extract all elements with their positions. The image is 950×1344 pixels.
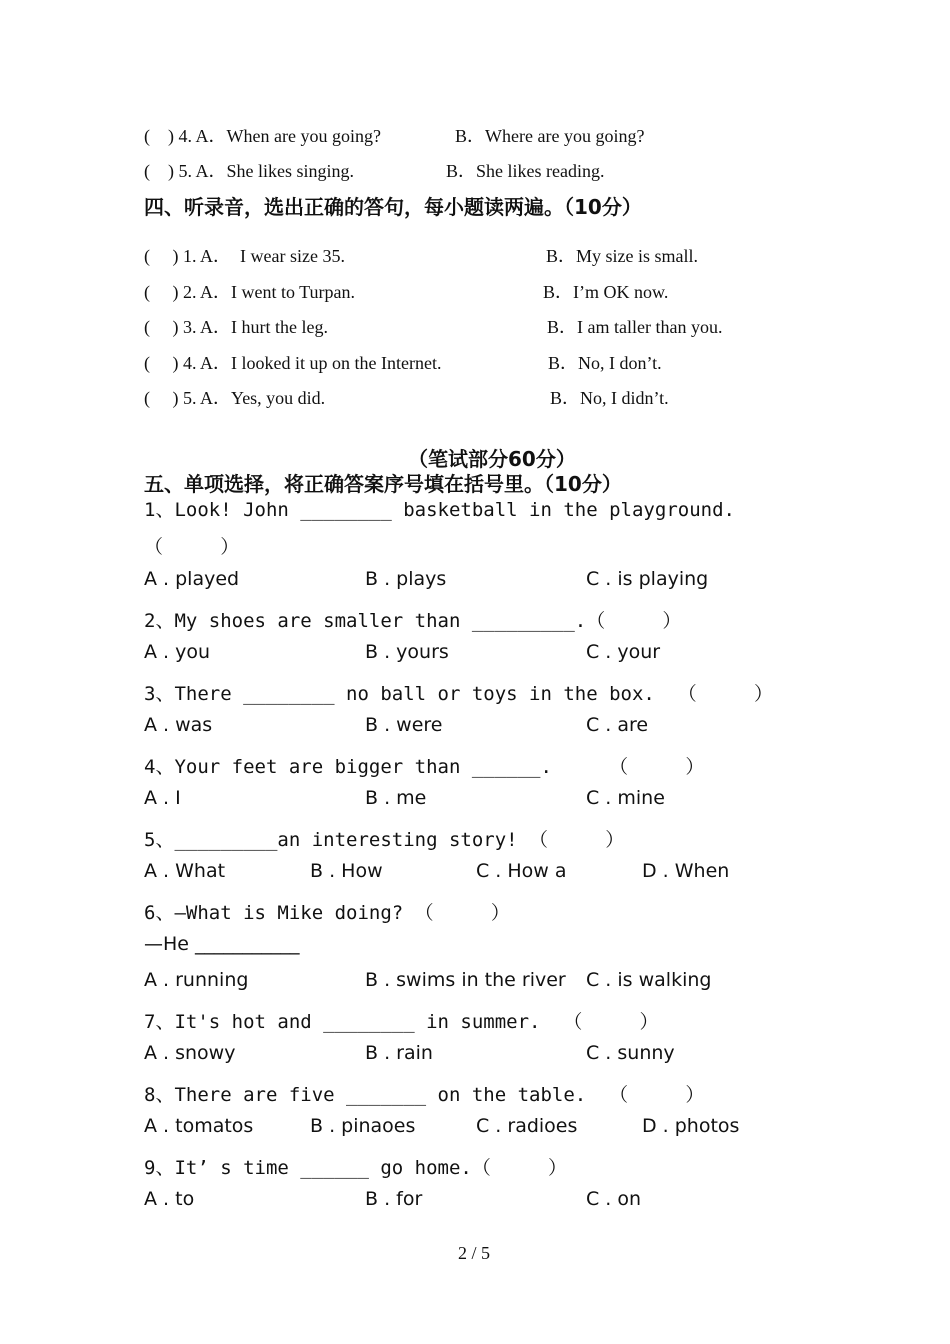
q3-stem: 3、There ________ no ball or toys in the box. （ ） [144,683,773,705]
s4-item-1-a: ( ) 1. A． I wear size 35. [144,246,345,266]
s4-item-4-a: ( ) 4. A．I looked it up on the Internet. [144,353,442,373]
listening-item-4-b: B．Where are you going? [455,126,645,146]
q4-option-a: A . I [144,787,181,809]
q5-option-d: D . When [642,860,730,882]
s4-item-2-b: B．I’m OK now. [543,282,669,302]
q1-option-b: B . plays [365,568,447,590]
q5-option-a: A . What [144,860,226,882]
s4-item-5-a: ( ) 5. A．Yes, you did. [144,388,326,408]
listening-item-4-a: ( ) 4. A．When are you going? [144,126,381,146]
q3-option-c: C . are [586,714,649,736]
q5-option-b: B . How [310,860,383,882]
q2-option-a: A . you [144,641,211,663]
q5-option-c: C . How a [476,860,567,882]
written-part-title: （笔试部分60分） [408,447,576,471]
q3-option-b: B . were [365,714,443,736]
q8-option-c: C . radioes [476,1115,578,1137]
q4-option-b: B . me [365,787,427,809]
q8-stem: 8、There are five _______ on the table. （ ） [144,1084,705,1106]
q2-stem: 2、My shoes are smaller than _________.（ ） [144,610,682,632]
q3-option-a: A . was [144,714,213,736]
q8-option-a: A . tomatos [144,1115,254,1137]
q8-option-d: D . photos [642,1115,740,1137]
q6-option-a: A . running [144,969,249,991]
q8-option-b: B . pinaoes [310,1115,416,1137]
q4-stem: 4、Your feet are bigger than ______. （ ） [144,756,705,778]
q9-option-b: B . for [365,1188,423,1210]
q6-option-c: C . is walking [586,969,712,991]
q1-stem: 1、Look! John ________ basketball in the playground. [144,499,735,521]
q9-option-c: C . on [586,1188,642,1210]
q2-option-b: B . yours [365,641,449,663]
listening-item-5-b: B．She likes reading. [446,161,605,181]
s4-item-4-b: B．No, I don’t. [548,353,662,373]
section-4-title: 四、听录音，选出正确的答句，每小题读两遍。（10分） [144,195,642,219]
q7-option-b: B . rain [365,1042,433,1064]
s4-item-1-b: B．My size is small. [546,246,698,266]
q7-option-a: A . snowy [144,1042,236,1064]
q6-option-b: B . swims in the river [365,969,566,991]
section-5-title: 五、单项选择，将正确答案序号填在括号里。（10分） [144,472,622,496]
q1-option-a: A . played [144,568,240,590]
q9-option-a: A . to [144,1188,195,1210]
s4-item-2-a: ( ) 2. A．I went to Turpan. [144,282,355,302]
q6-stem: 6、—What is Mike doing? （ ） [144,902,510,924]
s4-item-5-b: B．No, I didn’t. [550,388,669,408]
q1-paren: （ ） [144,536,240,558]
q7-option-c: C . sunny [586,1042,675,1064]
page-number: 2 / 5 [458,1243,491,1263]
q9-stem: 9、It’ s time ______ go home.（ ） [144,1157,568,1179]
q6-answer-line: —He ___________ [144,933,300,955]
q4-option-c: C . mine [586,787,665,809]
listening-item-5-a: ( ) 5. A．She likes singing. [144,161,354,181]
q7-stem: 7、It's hot and ________ in summer. （ ） [144,1011,659,1033]
s4-item-3-b: B．I am taller than you. [547,317,723,337]
q1-option-c: C . is playing [586,568,709,590]
s4-item-3-a: ( ) 3. A．I hurt the leg. [144,317,328,337]
q5-stem: 5、_________an interesting story! （ ） [144,829,625,851]
q2-option-c: C . your [586,641,661,663]
